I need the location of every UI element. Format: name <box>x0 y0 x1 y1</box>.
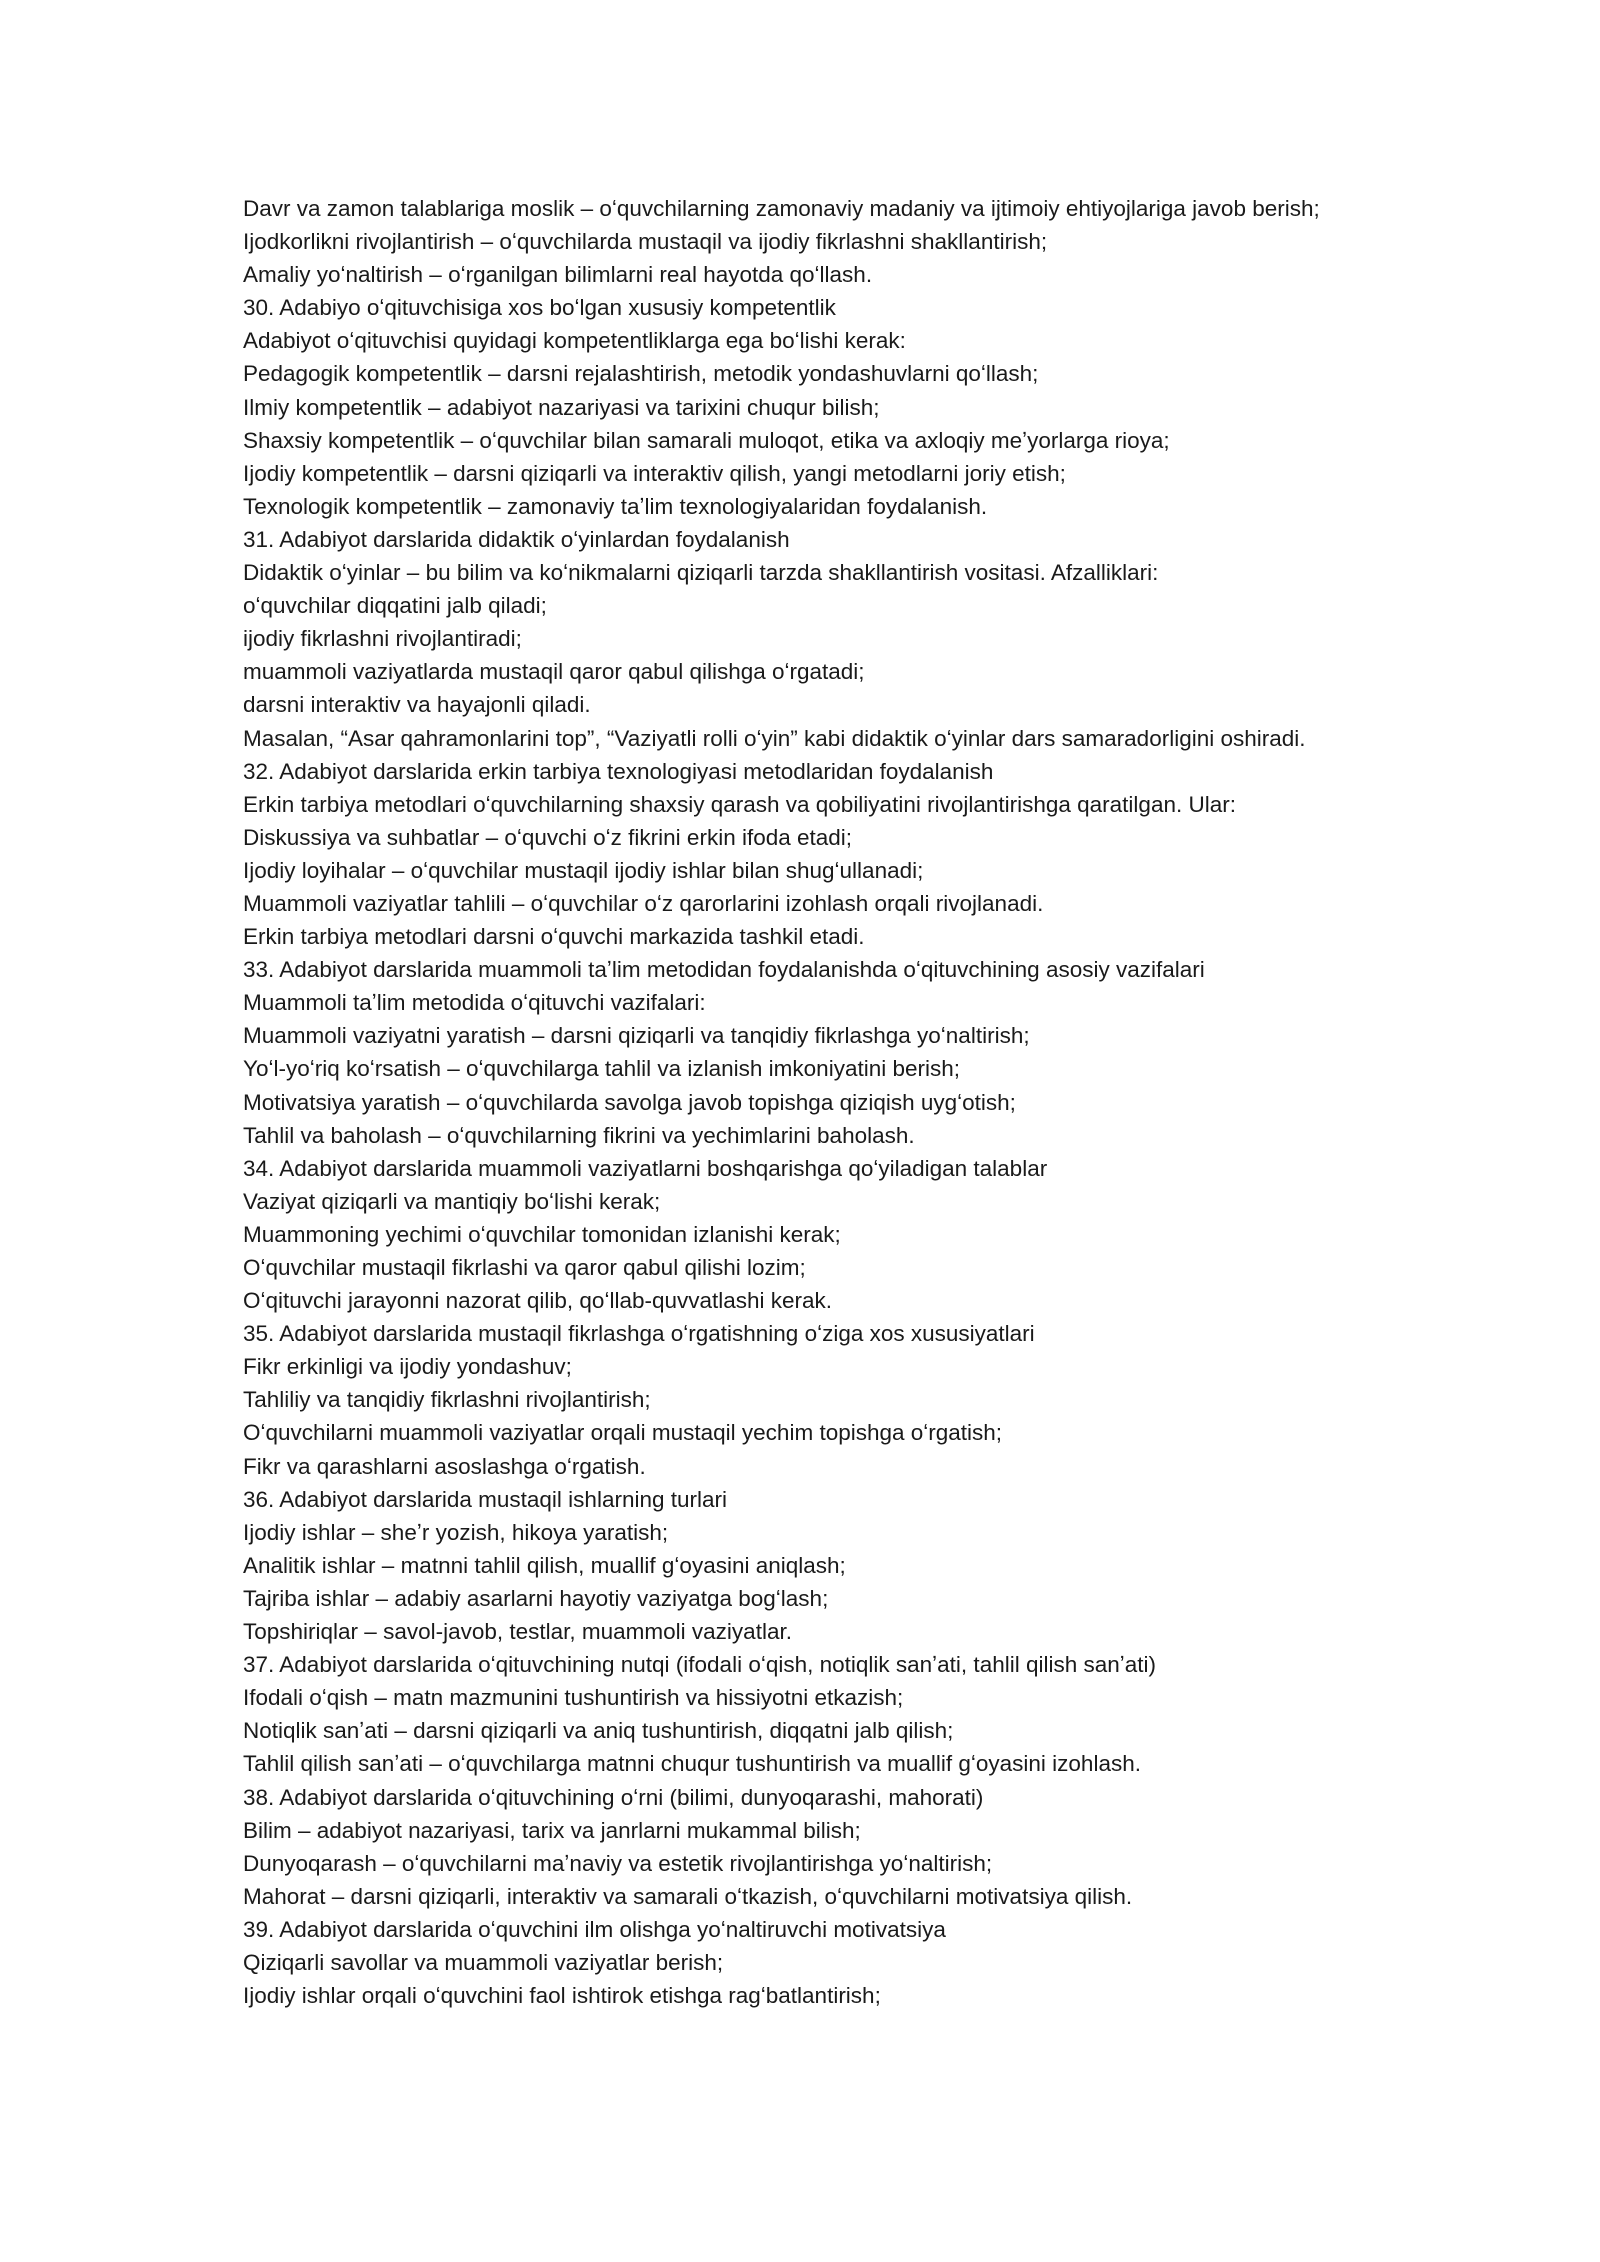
text-line: 30. Adabiyo oʻqituvchisiga xos boʻlgan xususiy kompetentlik <box>243 295 836 321</box>
text-line: Ijodiy kompetentlik – darsni qiziqarli va interaktiv qilish, yangi metodlarni joriy etish; <box>243 460 1066 486</box>
text-line: Texnologik kompetentlik – zamonaviy taʼlim texnologiyalaridan foydalanish. <box>243 493 988 519</box>
text-line: Ijodkorlikni rivojlantirish – oʻquvchilarda mustaqil va ijodiy fikrlashni shakllantirish; <box>243 229 1048 255</box>
text-line: Ilmiy kompetentlik – adabiyot nazariyasi va tarixini chuqur bilish; <box>243 394 880 420</box>
text-line: 38. Adabiyot darslarida oʻqituvchining oʻrni (bilimi, dunyoqarashi, mahorati) <box>243 1784 984 1810</box>
text-line: Tahlil va baholash – oʻquvchilarning fikrini va yechimlarini baholash. <box>243 1122 915 1148</box>
text-line: Tahlil qilish sanʼati – oʻquvchilarga matnni chuqur tushuntirish va muallif gʻoyasini izohlash. <box>243 1751 1141 1777</box>
text-line: Amaliy yoʻnaltirish – oʻrganilgan bilimlarni real hayotda qoʻllash. <box>243 262 873 288</box>
text-line: Erkin tarbiya metodlari darsni oʻquvchi markazida tashkil etadi. <box>243 924 865 950</box>
text-line: Oʻquvchilar mustaqil fikrlashi va qaror qabul qilishi lozim; <box>243 1255 806 1280</box>
text-line: Vaziyat qiziqarli va mantiqiy boʻlishi kerak; <box>243 1188 661 1214</box>
text-line: Tahliliy va tanqidiy fikrlashni rivojlantirish; <box>243 1387 651 1413</box>
text-line: Erkin tarbiya metodlari oʻquvchilarning shaxsiy qarash va qobiliyatini rivojlantirishga qaratilgan. Ular: <box>243 791 1236 817</box>
text-line: Muammoning yechimi oʻquvchilar tomonidan izlanishi kerak; <box>243 1221 841 1247</box>
text-line: Ijodiy ishlar – sheʼr yozish, hikoya yaratish; <box>243 1519 669 1545</box>
text-line: Ifodali oʻqish – matn mazmunini tushuntirish va hissiyotni etkazish; <box>243 1685 904 1711</box>
text-line: 36. Adabiyot darslarida mustaqil ishlarning turlari <box>243 1486 728 1512</box>
text-line: Adabiyot oʻqituvchisi quyidagi kompetentliklarga ega boʻlishi kerak: <box>243 328 906 354</box>
text-line: Fikr va qarashlarni asoslashga oʻrgatish. <box>243 1453 646 1479</box>
text-line: darsni interaktiv va hayajonli qiladi. <box>243 692 591 718</box>
text-line: 35. Adabiyot darslarida mustaqil fikrlashga oʻrgatishning oʻziga xos xususiyatlari <box>243 1321 1035 1347</box>
text-line: Mahorat – darsni qiziqarli, interaktiv va samarali oʻtkazish, oʻquvchilarni motivatsiya qilish. <box>243 1883 1133 1909</box>
text-line: Masalan, “Asar qahramonlarini top”, “Vaziyatli rolli oʻyin” kabi didaktik oʻyinlar dars samaradorligini oshiradi. <box>243 725 1306 751</box>
text-line: Diskussiya va suhbatlar – oʻquvchi oʻz fikrini erkin ifoda etadi; <box>243 824 853 850</box>
text-line: muammoli vaziyatlarda mustaqil qaror qabul qilishga oʻrgatadi; <box>243 659 865 685</box>
text-line: Pedagogik kompetentlik – darsni rejalashtirish, metodik yondashuvlarni qoʻllash; <box>243 361 1039 387</box>
text-line: 39. Adabiyot darslarida oʻquvchini ilm olishga yoʻnaltiruvchi motivatsiya <box>243 1916 946 1942</box>
text-line: Motivatsiya yaratish – oʻquvchilarda savolga javob topishga qiziqish uygʻotish; <box>243 1089 1016 1115</box>
text-line: Fikr erkinligi va ijodiy yondashuv; <box>243 1354 572 1380</box>
text-line: Oʻquvchilarni muammoli vaziyatlar orqali mustaqil yechim topishga oʻrgatish; <box>243 1420 1003 1446</box>
text-line: Didaktik oʻyinlar – bu bilim va koʻnikmalarni qiziqarli tarzda shakllantirish vositasi. Afzalliklari: <box>243 560 1159 586</box>
text-line: Oʻqituvchi jarayonni nazorat qilib, qoʻllab-quvvatlashi kerak. <box>243 1288 833 1314</box>
text-line: 31. Adabiyot darslarida didaktik oʻyinlardan foydalanish <box>243 526 790 552</box>
text-line: 37. Adabiyot darslarida oʻqituvchining nutqi (ifodali oʻqish, notiqlik sanʼati, tahlil qilish sanʼati) <box>243 1652 1157 1678</box>
text-line: Qiziqarli savollar va muammoli vaziyatlar berish; <box>243 1949 724 1975</box>
text-line: oʻquvchilar diqqatini jalb qiladi; <box>243 593 547 619</box>
text-line: ijodiy fikrlashni rivojlantiradi; <box>243 626 522 652</box>
text-line: 32. Adabiyot darslarida erkin tarbiya texnologiyasi metodlaridan foydalanish <box>243 758 994 784</box>
text-line: Analitik ishlar – matnni tahlil qilish, muallif gʻoyasini aniqlash; <box>243 1552 846 1578</box>
text-line: 34. Adabiyot darslarida muammoli vaziyatlarni boshqarishga qoʻyiladigan talablar <box>243 1155 1048 1181</box>
text-line: Muammoli vaziyatni yaratish – darsni qiziqarli va tanqidiy fikrlashga yoʻnaltirish; <box>243 1023 1030 1049</box>
text-line: Yoʻl-yoʻriq koʻrsatish – oʻquvchilarga tahlil va izlanish imkoniyatini berish; <box>243 1056 961 1082</box>
text-line: Bilim – adabiyot nazariyasi, tarix va janrlarni mukammal bilish; <box>243 1817 861 1843</box>
text-line: Dunyoqarash – oʻquvchilarni maʼnaviy va estetik rivojlantirishga yoʻnaltirish; <box>243 1850 993 1876</box>
text-line: 33. Adabiyot darslarida muammoli taʼlim metodidan foydalanishda oʻqituvchining asosiy vazifalari <box>243 957 1205 983</box>
text-line: Tajriba ishlar – adabiy asarlarni hayotiy vaziyatga bogʻlash; <box>243 1585 829 1611</box>
text-line: Ijodiy loyihalar – oʻquvchilar mustaqil ijodiy ishlar bilan shugʻullanadi; <box>243 857 924 883</box>
text-line: Notiqlik sanʼati – darsni qiziqarli va aniq tushuntirish, diqqatni jalb qilish; <box>243 1718 954 1744</box>
text-line: Davr va zamon talablariga moslik – oʻquvchilarning zamonaviy madaniy va ijtimoiy ehtiyojlariga javob berish; <box>243 196 1320 221</box>
text-line: Shaxsiy kompetentlik – oʻquvchilar bilan samarali muloqot, etika va axloqiy meʼyorlarga rioya; <box>243 427 1170 453</box>
text-line: Ijodiy ishlar orqali oʻquvchini faol ishtirok etishga ragʻbatlantirish; <box>243 1983 881 2009</box>
text-line: Muammoli taʼlim metodida oʻqituvchi vazifalari: <box>243 990 706 1016</box>
text-line: Muammoli vaziyatlar tahlili – oʻquvchilar oʻz qarorlarini izohlash orqali rivojlanadi. <box>243 890 1044 916</box>
document-body <box>243 192 1373 2012</box>
text-line: Topshiriqlar – savol-javob, testlar, muammoli vaziyatlar. <box>243 1619 792 1645</box>
